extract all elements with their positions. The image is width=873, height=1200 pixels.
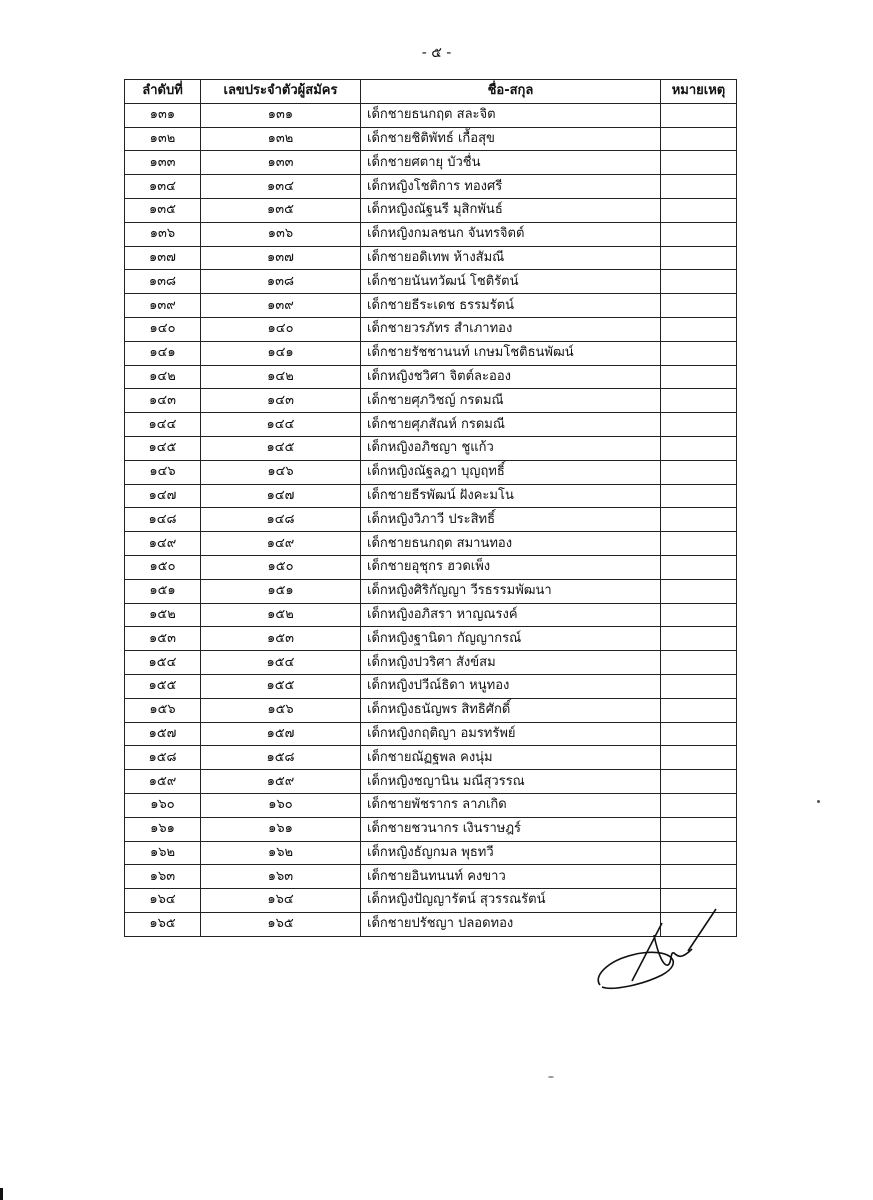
full-name-cell: เด็กชายอินทนนท์ คงขาว xyxy=(361,865,661,889)
order-number-cell: ๑๓๖ xyxy=(125,222,201,246)
remarks-cell xyxy=(661,841,737,865)
order-number-cell: ๑๕๓ xyxy=(125,627,201,651)
remarks-cell xyxy=(661,460,737,484)
table-row xyxy=(125,746,737,770)
remarks-cell xyxy=(661,817,737,841)
header-order-no: ลำดับที่ xyxy=(125,80,201,104)
applicant-id-cell: ๑๕๔ xyxy=(201,651,361,675)
order-number-cell: ๑๔๔ xyxy=(125,413,201,437)
full-name-cell: เด็กชายชิติพัทธ์ เกื้อสุข xyxy=(361,127,661,151)
order-number-cell: ๑๔๖ xyxy=(125,460,201,484)
order-number-cell: ๑๔๕ xyxy=(125,436,201,460)
remarks-cell xyxy=(661,627,737,651)
remarks-cell xyxy=(661,222,737,246)
table-row xyxy=(125,365,737,389)
applicant-id-cell: ๑๕๗ xyxy=(201,722,361,746)
applicant-id-cell: ๑๓๑ xyxy=(201,103,361,127)
table-row xyxy=(125,341,737,365)
remarks-cell xyxy=(661,365,737,389)
remarks-cell xyxy=(661,151,737,175)
table-row xyxy=(125,793,737,817)
remarks-cell xyxy=(661,413,737,437)
applicant-id-cell: ๑๔๑ xyxy=(201,341,361,365)
table-row xyxy=(125,627,737,651)
remarks-cell xyxy=(661,579,737,603)
full-name-cell: เด็กชายศตายุ บัวชื่น xyxy=(361,151,661,175)
full-name-cell: เด็กหญิงกฤติญา อมรทรัพย์ xyxy=(361,722,661,746)
table-row xyxy=(125,175,737,199)
full-name-cell: เด็กชายณัฏฐพล คงนุ่ม xyxy=(361,746,661,770)
order-number-cell: ๑๓๒ xyxy=(125,127,201,151)
applicant-id-cell: ๑๔๙ xyxy=(201,532,361,556)
full-name-cell: เด็กหญิงศิริกัญญา วีรธรรมพัฒนา xyxy=(361,579,661,603)
full-name-cell: เด็กหญิงชวิศา จิตต์ละออง xyxy=(361,365,661,389)
order-number-cell: ๑๕๒ xyxy=(125,603,201,627)
applicant-id-cell: ๑๕๘ xyxy=(201,746,361,770)
table-row xyxy=(125,460,737,484)
table-row xyxy=(125,246,737,270)
remarks-cell xyxy=(661,341,737,365)
order-number-cell: ๑๓๓ xyxy=(125,151,201,175)
order-number-cell: ๑๕๗ xyxy=(125,722,201,746)
table-row xyxy=(125,770,737,794)
order-number-cell: ๑๔๐ xyxy=(125,317,201,341)
order-number-cell: ๑๖๒ xyxy=(125,841,201,865)
table-header-row xyxy=(125,80,737,104)
applicant-id-cell: ๑๓๘ xyxy=(201,270,361,294)
full-name-cell: เด็กหญิงปัญญารัตน์ สุวรรณรัตน์ xyxy=(361,889,661,913)
remarks-cell xyxy=(661,270,737,294)
order-number-cell: ๑๓๕ xyxy=(125,198,201,222)
remarks-cell xyxy=(661,674,737,698)
table-row xyxy=(125,127,737,151)
remarks-cell xyxy=(661,198,737,222)
remarks-cell xyxy=(661,603,737,627)
full-name-cell: เด็กชายชวนากร เงินราษฎร์ xyxy=(361,817,661,841)
full-name-cell: เด็กหญิงอภิสรา หาญณรงค์ xyxy=(361,603,661,627)
order-number-cell: ๑๓๗ xyxy=(125,246,201,270)
table-row xyxy=(125,151,737,175)
order-number-cell: ๑๓๙ xyxy=(125,294,201,318)
remarks-cell xyxy=(661,865,737,889)
remarks-cell xyxy=(661,746,737,770)
applicant-id-cell: ๑๕๕ xyxy=(201,674,361,698)
applicant-id-cell: ๑๔๖ xyxy=(201,460,361,484)
full-name-cell: เด็กหญิงธัญกมล พุธทวี xyxy=(361,841,661,865)
order-number-cell: ๑๖๐ xyxy=(125,793,201,817)
remarks-cell xyxy=(661,555,737,579)
remarks-cell xyxy=(661,246,737,270)
applicant-id-cell: ๑๓๓ xyxy=(201,151,361,175)
table-row xyxy=(125,484,737,508)
table-row xyxy=(125,817,737,841)
full-name-cell: เด็กชายธนกฤต สมานทอง xyxy=(361,532,661,556)
page-number: - ๕ - xyxy=(421,45,452,61)
order-number-cell: ๑๔๗ xyxy=(125,484,201,508)
applicant-id-cell: ๑๖๕ xyxy=(201,912,361,936)
remarks-cell xyxy=(661,103,737,127)
order-number-cell: ๑๓๑ xyxy=(125,103,201,127)
order-number-cell: ๑๕๕ xyxy=(125,674,201,698)
applicant-id-cell: ๑๖๒ xyxy=(201,841,361,865)
full-name-cell: เด็กหญิงกมลชนก จันทรจิตต์ xyxy=(361,222,661,246)
remarks-cell xyxy=(661,770,737,794)
applicant-id-cell: ๑๕๒ xyxy=(201,603,361,627)
table-row xyxy=(125,865,737,889)
applicant-id-cell: ๑๖๑ xyxy=(201,817,361,841)
table-row xyxy=(125,722,737,746)
remarks-cell xyxy=(661,722,737,746)
order-number-cell: ๑๕๖ xyxy=(125,698,201,722)
applicant-id-cell: ๑๖๔ xyxy=(201,889,361,913)
remarks-cell xyxy=(661,127,737,151)
applicant-id-cell: ๑๔๒ xyxy=(201,365,361,389)
applicant-id-cell: ๑๓๕ xyxy=(201,198,361,222)
applicant-id-cell: ๑๕๑ xyxy=(201,579,361,603)
full-name-cell: เด็กหญิงวิภาวี ประสิทธิ์ xyxy=(361,508,661,532)
full-name-cell: เด็กหญิงปวริศา สังข์สม xyxy=(361,651,661,675)
remarks-cell xyxy=(661,317,737,341)
applicant-id-cell: ๑๔๐ xyxy=(201,317,361,341)
order-number-cell: ๑๖๔ xyxy=(125,889,201,913)
full-name-cell: เด็กชายรัชชานนท์ เกษมโชติธนพัฒน์ xyxy=(361,341,661,365)
remarks-cell xyxy=(661,532,737,556)
full-name-cell: เด็กชายวรภัทร สำเภาทอง xyxy=(361,317,661,341)
header-full-name: ชื่อ-สกุล xyxy=(361,80,661,104)
table-row xyxy=(125,198,737,222)
full-name-cell: เด็กหญิงปวีณ์ธิดา หนูทอง xyxy=(361,674,661,698)
order-number-cell: ๑๖๕ xyxy=(125,912,201,936)
order-number-cell: ๑๓๔ xyxy=(125,175,201,199)
applicant-id-cell: ๑๕๓ xyxy=(201,627,361,651)
remarks-cell xyxy=(661,389,737,413)
full-name-cell: เด็กหญิงณัฐนรี มุสิกพันธ์ xyxy=(361,198,661,222)
table-row xyxy=(125,674,737,698)
header-remarks: หมายเหตุ xyxy=(661,80,737,104)
remarks-cell xyxy=(661,294,737,318)
table-row xyxy=(125,698,737,722)
table-body xyxy=(125,103,737,936)
table-row xyxy=(125,436,737,460)
full-name-cell: เด็กชายธนกฤต สละจิต xyxy=(361,103,661,127)
full-name-cell: เด็กชายอดิเทพ ห้างสัมณี xyxy=(361,246,661,270)
full-name-cell: เด็กหญิงโชติการ ทองศรี xyxy=(361,175,661,199)
applicant-id-cell: ๑๖๐ xyxy=(201,793,361,817)
table-row xyxy=(125,603,737,627)
remarks-cell xyxy=(661,436,737,460)
table-row xyxy=(125,222,737,246)
order-number-cell: ๑๔๘ xyxy=(125,508,201,532)
table-row xyxy=(125,413,737,437)
full-name-cell: เด็กชายธีรพัฒน์ ฝังคะมโน xyxy=(361,484,661,508)
full-name-cell: เด็กชายปรัชญา ปลอดทอง xyxy=(361,912,661,936)
remarks-cell xyxy=(661,698,737,722)
full-name-cell: เด็กชายศุภวิชญ์ กรดมณี xyxy=(361,389,661,413)
order-number-cell: ๑๓๘ xyxy=(125,270,201,294)
full-name-cell: เด็กหญิงชญานิน มณีสุวรรณ xyxy=(361,770,661,794)
applicant-id-cell: ๑๓๔ xyxy=(201,175,361,199)
table-row xyxy=(125,389,737,413)
applicant-id-cell: ๑๓๗ xyxy=(201,246,361,270)
order-number-cell: ๑๕๘ xyxy=(125,746,201,770)
full-name-cell: เด็กชายอุชุกร ฮวดเพ็ง xyxy=(361,555,661,579)
full-name-cell: เด็กหญิงธนัญพร สิทธิศักดิ์ xyxy=(361,698,661,722)
table-row xyxy=(125,103,737,127)
full-name-cell: เด็กชายพัชรากร ลาภเกิด xyxy=(361,793,661,817)
applicant-id-cell: ๑๕๐ xyxy=(201,555,361,579)
table-row xyxy=(125,579,737,603)
order-number-cell: ๑๖๓ xyxy=(125,865,201,889)
header-applicant-id: เลขประจำตัวผู้สมัคร xyxy=(201,80,361,104)
table-row xyxy=(125,508,737,532)
order-number-cell: ๑๔๑ xyxy=(125,341,201,365)
applicant-id-cell: ๑๕๖ xyxy=(201,698,361,722)
applicant-id-cell: ๑๔๗ xyxy=(201,484,361,508)
full-name-cell: เด็กหญิงอภิชญา ชูแก้ว xyxy=(361,436,661,460)
table-row xyxy=(125,651,737,675)
order-number-cell: ๑๕๙ xyxy=(125,770,201,794)
table-row xyxy=(125,841,737,865)
full-name-cell: เด็กหญิงฐานิดา กัญญากรณ์ xyxy=(361,627,661,651)
remarks-cell xyxy=(661,484,737,508)
applicant-id-cell: ๑๕๙ xyxy=(201,770,361,794)
full-name-cell: เด็กชายธีระเดช ธรรมรัตน์ xyxy=(361,294,661,318)
table-row xyxy=(125,270,737,294)
applicant-id-cell: ๑๓๖ xyxy=(201,222,361,246)
order-number-cell: ๑๖๑ xyxy=(125,817,201,841)
order-number-cell: ๑๕๐ xyxy=(125,555,201,579)
order-number-cell: ๑๕๑ xyxy=(125,579,201,603)
applicant-table xyxy=(124,79,737,937)
applicant-id-cell: ๑๓๙ xyxy=(201,294,361,318)
order-number-cell: ๑๔๓ xyxy=(125,389,201,413)
scan-speck xyxy=(0,1188,3,1200)
order-number-cell: ๑๔๙ xyxy=(125,532,201,556)
applicant-id-cell: ๑๔๕ xyxy=(201,436,361,460)
table-row xyxy=(125,532,737,556)
full-name-cell: เด็กชายนันทวัฒน์ โชติรัตน์ xyxy=(361,270,661,294)
signature-icon xyxy=(592,905,722,995)
full-name-cell: เด็กชายศุภสัณห์ กรดมณี xyxy=(361,413,661,437)
remarks-cell xyxy=(661,651,737,675)
order-number-cell: ๑๔๒ xyxy=(125,365,201,389)
applicant-id-cell: ๑๔๓ xyxy=(201,389,361,413)
applicant-id-cell: ๑๖๓ xyxy=(201,865,361,889)
table-row xyxy=(125,294,737,318)
remarks-cell xyxy=(661,508,737,532)
applicant-id-cell: ๑๔๔ xyxy=(201,413,361,437)
table-row xyxy=(125,317,737,341)
scan-speck xyxy=(548,1076,554,1078)
table-row xyxy=(125,555,737,579)
order-number-cell: ๑๕๔ xyxy=(125,651,201,675)
full-name-cell: เด็กหญิงณัฐลฎา บุญฤทธิ์ xyxy=(361,460,661,484)
applicant-id-cell: ๑๔๘ xyxy=(201,508,361,532)
applicant-id-cell: ๑๓๒ xyxy=(201,127,361,151)
remarks-cell xyxy=(661,793,737,817)
remarks-cell xyxy=(661,175,737,199)
scan-speck xyxy=(817,800,820,803)
